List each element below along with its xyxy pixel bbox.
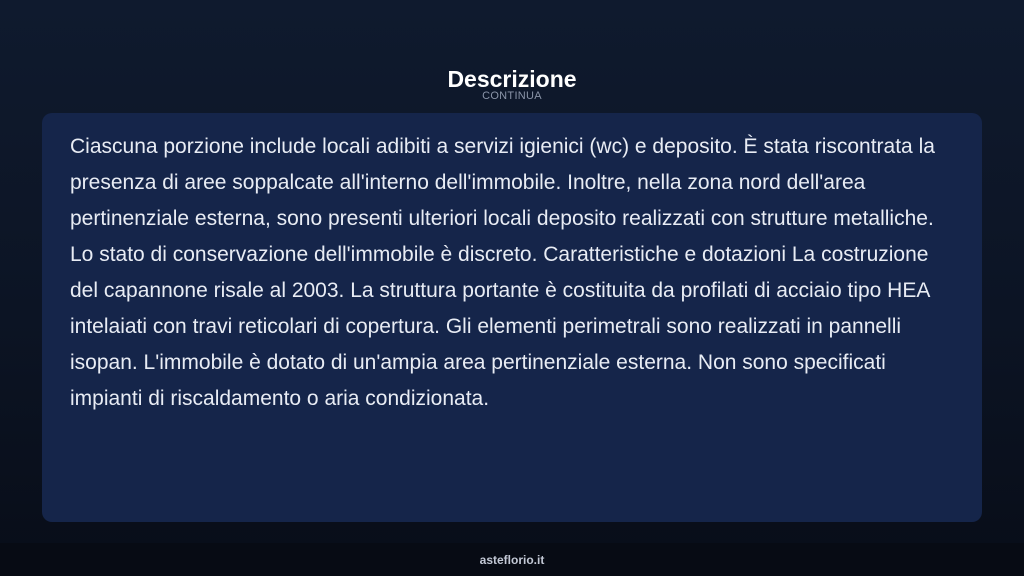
footer-brand: asteflorio.it (479, 553, 545, 567)
description-card (42, 113, 982, 522)
description-text: Ciascuna porzione include locali adibiti a servizi igienici (wc) e deposito. È stata riscontrata la presenza di aree soppalcate all'interno dell'immobile. Inoltre, nella zona nord dell'area pertinenziale esterna, sono presenti ulteriori locali deposito realizzati con strutture metalliche. Lo stato di conservazione dell'immobile è discreto. Caratteristiche e dotazioni La costruzione del capannone risale al 2003. La struttura portante è costituita da profilati di acciaio tipo HEA intelaiati con travi reticolari di copertura. Gli elementi perimetrali sono realizzati in pannelli isopan. L'immobile è dotato di un'ampia area pertinenziale esterna. Non sono specificati impianti di riscaldamento o aria condizionata. (70, 135, 935, 410)
page-title: Descrizione (447, 66, 577, 93)
page-subtitle: CONTINUA (482, 90, 542, 102)
